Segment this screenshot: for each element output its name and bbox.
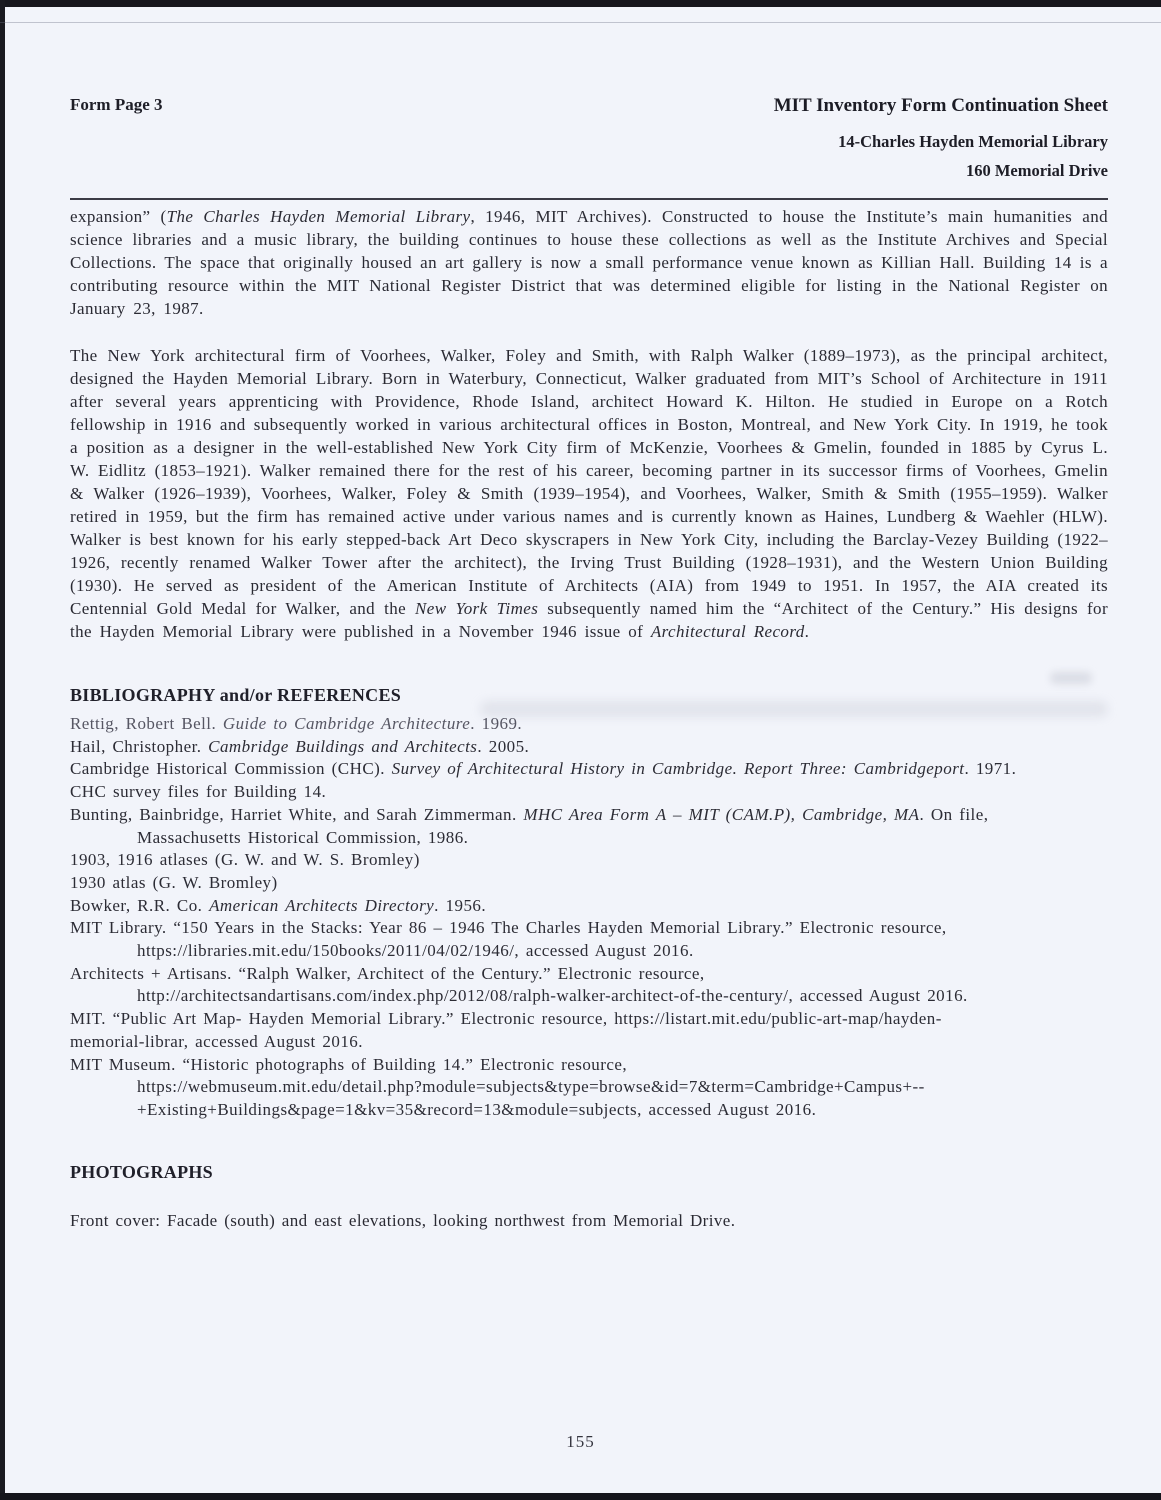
bibliography-list bbox=[70, 713, 1108, 1122]
page-number: 155 bbox=[566, 1432, 595, 1451]
narrative-paragraph-1: expansion” (The Charles Hayden Memorial Library, 1946, MIT Archives). Constructed to house the Institute’s main humanities and science libraries and a music library, the building continues to house these collections as well as the Institute Archives and Special Collections. The space that originally housed an art gallery is now a small performance venue known as Killian Hall. Building 14 is a contributing resource within the MIT National Register District that was determined eligible for listing in the National Register on January 23, 1987. bbox=[70, 207, 1108, 318]
bibliography-entry: MIT. “Public Art Map- Hayden Memorial Library.” Electronic resource, https://listart.mit.edu/public-art-map/hayden- memorial-librar, accessed August 2016. bbox=[70, 1009, 942, 1051]
document-header bbox=[70, 95, 1108, 181]
narrative-paragraph-2: The New York architectural firm of Voorhees, Walker, Foley and Smith, with Ralph Walker (1889–1973), as the principal architect, designed the Hayden Memorial Library. Born in Waterbury, Connecticut, Walker graduated from MIT’s School of Architecture in 1911 after several years apprenticing with Providence, Rhode Island, architect Howard K. Hilton. He studied in Europe on a Rotch fellowship in 1916 and subsequently worked in various architectural offices in Boston, Montreal, and New York City. In 1919, he took a position as a designer in the well-established New York City firm of McKenzie, Voorhees & Gmelin, founded in 1885 by Cyrus L. W. Eidlitz (1853–1921). Walker remained there for the rest of his career, becoming partner in its successor firms of Voorhees, Gmelin & Walker (1926–1939), Voorhees, Walker, Foley & Smith (1939–1954), and Voorhees, Walker, Smith & Smith (1955–1959). Walker retired in 1959, but the firm has remained active under various names and is currently known as Haines, Lundberg & Waehler (HLW). Walker is best known for his early stepped-back Art Deco skyscrapers in New York City, including the Barclay-Vezey Building (1922–1926, recently renamed Walker Tower after the architect), the Irving Trust Building (1928–1931), and the Western Union Building (1930). He served as president of the American Institute of Architects (AIA) from 1949 to 1951. In 1957, the AIA created its Centennial Gold Medal for Walker, and the New York Times subsequently named him the “Architect of the Century.” His designs for the Hayden Memorial Library were published in a November 1946 issue of Architectural Record. bbox=[70, 346, 1108, 641]
header-right-block bbox=[774, 95, 1108, 181]
bibliography-heading: BIBLIOGRAPHY and/or REFERENCES bbox=[70, 685, 402, 705]
property-address: 160 Memorial Drive bbox=[965, 161, 1108, 180]
bibliography-entry: Hail, Christopher. Cambridge Buildings and Architects. 2005. bbox=[70, 736, 530, 756]
bibliography-entry: CHC survey files for Building 14. bbox=[70, 782, 327, 802]
bibliography-entry: MIT Museum. “Historic photographs of Building 14.” Electronic resource, https://webmuseum.mit.edu/detail.php?module=subjects&type=browse&id=7&term=Cambridge+Campus+-- +Existing+Buildings&page=1&kv=35&record=13&module=subjects, accessed August 2016. bbox=[70, 1054, 925, 1119]
bibliography-entry: 1903, 1916 atlases (G. W. and W. S. Bromley) bbox=[70, 850, 420, 870]
bibliography-entry: Rettig, Robert Bell. Guide to Cambridge Architecture. 1969. bbox=[70, 714, 523, 733]
bibliography-entry: Cambridge Historical Commission (CHC). Survey of Architectural History in Cambridge. Report Three: Cambridgeport. 1971. bbox=[70, 759, 1017, 779]
photographs-caption: Front cover: Facade (south) and east elevations, looking northwest from Memorial Drive. bbox=[70, 1210, 736, 1230]
bibliography-entry: 1930 atlas (G. W. Bromley) bbox=[70, 872, 278, 892]
header-divider bbox=[70, 198, 1108, 200]
photographs-heading: PHOTOGRAPHS bbox=[70, 1161, 213, 1182]
bibliography-entry: MIT Library. “150 Years in the Stacks: Year 86 – 1946 The Charles Hayden Memorial Library.” Electronic resource, https://libraries.mit.edu/150books/2011/04/02/1946/, accessed August 2016. bbox=[70, 918, 947, 961]
form-page-label: Form Page 3 bbox=[70, 95, 163, 114]
bibliography-entry: Architects + Artisans. “Ralph Walker, Architect of the Century.” Electronic resource, http://architectsandartisans.com/index.php/2012/08/ralph-walker-architect-of-the-century/, accessed August 2016. bbox=[70, 963, 968, 1006]
property-name: 14-Charles Hayden Memorial Library bbox=[838, 132, 1108, 151]
scan-edge-bottom bbox=[0, 1493, 1161, 1500]
page-title: MIT Inventory Form Continuation Sheet bbox=[773, 95, 1108, 116]
bibliography-entry: Bowker, R.R. Co. American Architects Directory. 1956. bbox=[70, 895, 487, 915]
bibliography-entry: Bunting, Bainbridge, Harriet White, and Sarah Zimmerman. MHC Area Form A – MIT (CAM.P), Cambridge, MA. On file, Massachusetts Historical Commission, 1986. bbox=[70, 804, 989, 847]
